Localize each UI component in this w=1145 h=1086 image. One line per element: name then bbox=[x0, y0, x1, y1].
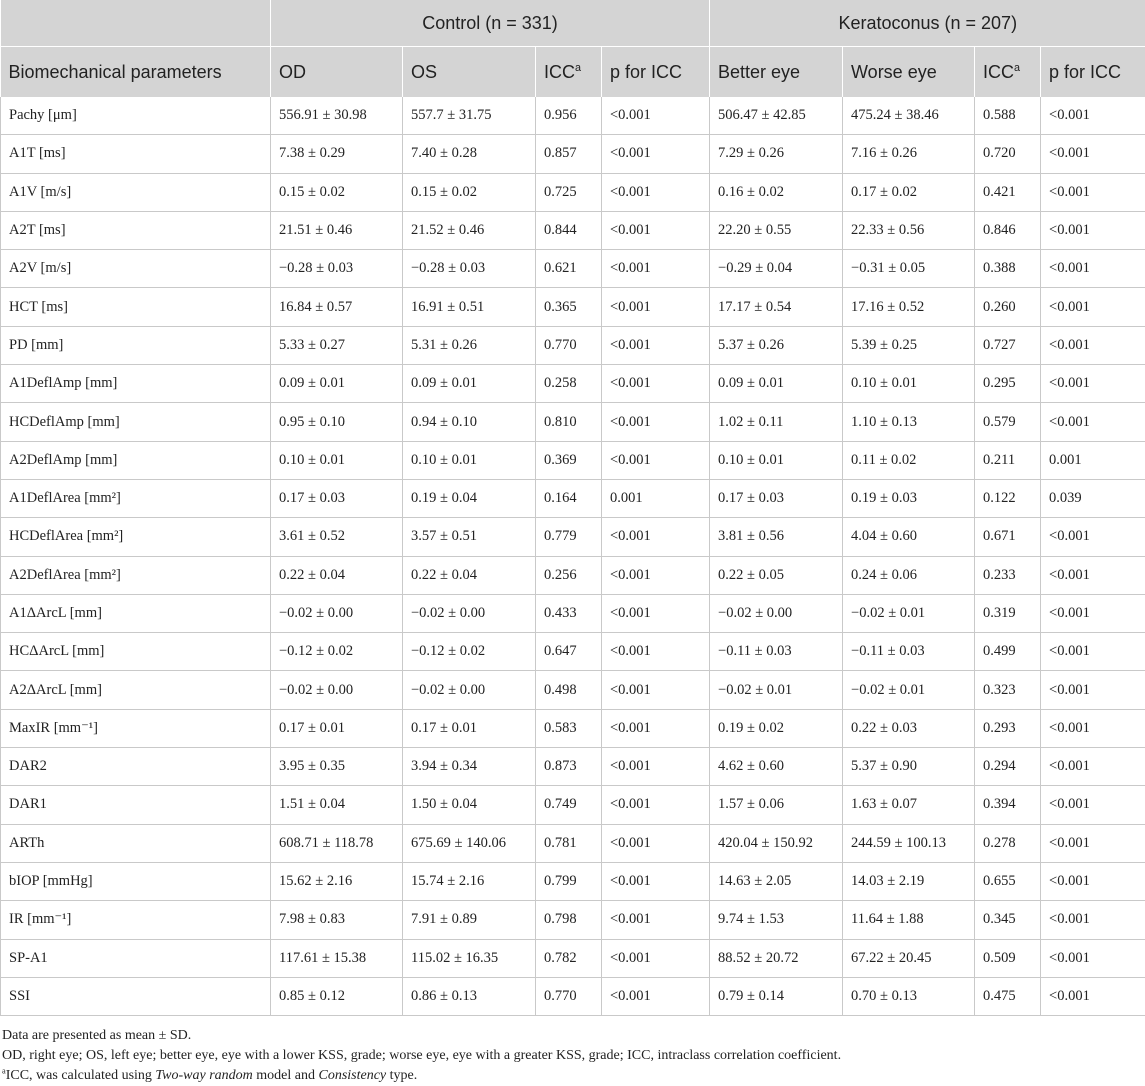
control-od-cell: 21.51 ± 0.46 bbox=[271, 211, 403, 249]
keratoconus-worse-eye-cell: 4.04 ± 0.60 bbox=[843, 518, 975, 556]
parameter-cell: IR [mm⁻¹] bbox=[1, 901, 271, 939]
table-row bbox=[1, 135, 1145, 173]
control-od-cell: 0.85 ± 0.12 bbox=[271, 977, 403, 1015]
control-icc-cell: 0.433 bbox=[536, 594, 602, 632]
control-os-cell: 1.50 ± 0.04 bbox=[403, 786, 536, 824]
group-header-row bbox=[1, 0, 1145, 47]
keratoconus-icc-cell: 0.509 bbox=[975, 939, 1041, 977]
column-header-od: OD bbox=[271, 47, 403, 98]
control-os-cell: −0.28 ± 0.03 bbox=[403, 250, 536, 288]
control-p-cell: <0.001 bbox=[602, 977, 710, 1015]
keratoconus-better-eye-cell: −0.02 ± 0.00 bbox=[710, 594, 843, 632]
keratoconus-p-cell: <0.001 bbox=[1041, 824, 1145, 862]
footnote-icc-text-c: type. bbox=[386, 1068, 418, 1084]
control-os-cell: 7.91 ± 0.89 bbox=[403, 901, 536, 939]
group-header-control: Control (n = 331) bbox=[271, 0, 710, 47]
keratoconus-better-eye-cell: 0.17 ± 0.03 bbox=[710, 479, 843, 517]
keratoconus-worse-eye-cell: 0.11 ± 0.02 bbox=[843, 441, 975, 479]
icc-superscript: a bbox=[575, 61, 582, 74]
keratoconus-p-cell: 0.039 bbox=[1041, 479, 1145, 517]
table-footnotes bbox=[0, 1016, 1145, 1086]
keratoconus-better-eye-cell: 14.63 ± 2.05 bbox=[710, 862, 843, 900]
control-icc-cell: 0.810 bbox=[536, 403, 602, 441]
keratoconus-worse-eye-cell: 0.17 ± 0.02 bbox=[843, 173, 975, 211]
keratoconus-p-cell: 0.001 bbox=[1041, 441, 1145, 479]
column-header-keratoconus-p: p for ICC bbox=[1041, 47, 1145, 98]
keratoconus-icc-cell: 0.671 bbox=[975, 518, 1041, 556]
keratoconus-p-cell: <0.001 bbox=[1041, 709, 1145, 747]
control-os-cell: 0.94 ± 0.10 bbox=[403, 403, 536, 441]
icc-label: ICC bbox=[983, 61, 1015, 82]
parameter-cell: A1DeflAmp [mm] bbox=[1, 365, 271, 403]
control-od-cell: 7.38 ± 0.29 bbox=[271, 135, 403, 173]
keratoconus-p-cell: <0.001 bbox=[1041, 211, 1145, 249]
keratoconus-icc-cell: 0.294 bbox=[975, 748, 1041, 786]
footnote-data-format: Data are presented as mean ± SD. bbox=[2, 1028, 192, 1044]
control-p-cell: <0.001 bbox=[602, 288, 710, 326]
keratoconus-worse-eye-cell: 7.16 ± 0.26 bbox=[843, 135, 975, 173]
table-row bbox=[1, 786, 1145, 824]
parameter-cell: SP-A1 bbox=[1, 939, 271, 977]
keratoconus-icc-cell: 0.499 bbox=[975, 633, 1041, 671]
keratoconus-better-eye-cell: 0.10 ± 0.01 bbox=[710, 441, 843, 479]
table-row bbox=[1, 288, 1145, 326]
keratoconus-icc-cell: 0.846 bbox=[975, 211, 1041, 249]
table-row bbox=[1, 939, 1145, 977]
control-os-cell: 557.7 ± 31.75 bbox=[403, 97, 536, 135]
control-os-cell: 5.31 ± 0.26 bbox=[403, 326, 536, 364]
keratoconus-better-eye-cell: 9.74 ± 1.53 bbox=[710, 901, 843, 939]
control-os-cell: 115.02 ± 16.35 bbox=[403, 939, 536, 977]
table-row bbox=[1, 403, 1145, 441]
control-os-cell: 3.94 ± 0.34 bbox=[403, 748, 536, 786]
control-icc-cell: 0.799 bbox=[536, 862, 602, 900]
control-p-cell: <0.001 bbox=[602, 556, 710, 594]
control-p-cell: <0.001 bbox=[602, 748, 710, 786]
control-p-cell: <0.001 bbox=[602, 709, 710, 747]
keratoconus-icc-cell: 0.345 bbox=[975, 901, 1041, 939]
control-od-cell: 0.95 ± 0.10 bbox=[271, 403, 403, 441]
control-os-cell: 16.91 ± 0.51 bbox=[403, 288, 536, 326]
control-p-cell: <0.001 bbox=[602, 403, 710, 441]
keratoconus-better-eye-cell: 0.79 ± 0.14 bbox=[710, 977, 843, 1015]
parameter-cell: SSI bbox=[1, 977, 271, 1015]
parameter-cell: A2ΔArcL [mm] bbox=[1, 671, 271, 709]
keratoconus-p-cell: <0.001 bbox=[1041, 135, 1145, 173]
keratoconus-icc-cell: 0.421 bbox=[975, 173, 1041, 211]
parameter-cell: HCT [ms] bbox=[1, 288, 271, 326]
parameter-cell: PD [mm] bbox=[1, 326, 271, 364]
keratoconus-worse-eye-cell: 17.16 ± 0.52 bbox=[843, 288, 975, 326]
control-p-cell: <0.001 bbox=[602, 441, 710, 479]
icc-superscript: a bbox=[1014, 61, 1021, 74]
table-row bbox=[1, 901, 1145, 939]
keratoconus-p-cell: <0.001 bbox=[1041, 786, 1145, 824]
control-icc-cell: 0.258 bbox=[536, 365, 602, 403]
table-row bbox=[1, 709, 1145, 747]
control-p-cell: 0.001 bbox=[602, 479, 710, 517]
keratoconus-p-cell: <0.001 bbox=[1041, 250, 1145, 288]
control-od-cell: 0.17 ± 0.01 bbox=[271, 709, 403, 747]
control-p-cell: <0.001 bbox=[602, 824, 710, 862]
keratoconus-better-eye-cell: −0.29 ± 0.04 bbox=[710, 250, 843, 288]
keratoconus-p-cell: <0.001 bbox=[1041, 748, 1145, 786]
table-row bbox=[1, 365, 1145, 403]
keratoconus-icc-cell: 0.394 bbox=[975, 786, 1041, 824]
keratoconus-p-cell: <0.001 bbox=[1041, 326, 1145, 364]
parameter-cell: DAR2 bbox=[1, 748, 271, 786]
keratoconus-icc-cell: 0.295 bbox=[975, 365, 1041, 403]
control-od-cell: 0.17 ± 0.03 bbox=[271, 479, 403, 517]
control-os-cell: 0.17 ± 0.01 bbox=[403, 709, 536, 747]
keratoconus-worse-eye-cell: 1.10 ± 0.13 bbox=[843, 403, 975, 441]
keratoconus-worse-eye-cell: 244.59 ± 100.13 bbox=[843, 824, 975, 862]
keratoconus-icc-cell: 0.233 bbox=[975, 556, 1041, 594]
control-od-cell: 0.10 ± 0.01 bbox=[271, 441, 403, 479]
control-p-cell: <0.001 bbox=[602, 786, 710, 824]
keratoconus-worse-eye-cell: 0.19 ± 0.03 bbox=[843, 479, 975, 517]
control-os-cell: 15.74 ± 2.16 bbox=[403, 862, 536, 900]
control-od-cell: 3.95 ± 0.35 bbox=[271, 748, 403, 786]
control-p-cell: <0.001 bbox=[602, 135, 710, 173]
control-icc-cell: 0.798 bbox=[536, 901, 602, 939]
keratoconus-icc-cell: 0.319 bbox=[975, 594, 1041, 632]
footnote-icc-model: Two-way random bbox=[155, 1068, 253, 1084]
control-od-cell: −0.02 ± 0.00 bbox=[271, 594, 403, 632]
keratoconus-worse-eye-cell: −0.31 ± 0.05 bbox=[843, 250, 975, 288]
control-od-cell: −0.28 ± 0.03 bbox=[271, 250, 403, 288]
parameter-cell: ARTh bbox=[1, 824, 271, 862]
keratoconus-icc-cell: 0.388 bbox=[975, 250, 1041, 288]
control-od-cell: −0.12 ± 0.02 bbox=[271, 633, 403, 671]
column-header-parameters: Biomechanical parameters bbox=[1, 47, 271, 98]
keratoconus-icc-cell: 0.211 bbox=[975, 441, 1041, 479]
keratoconus-icc-cell: 0.260 bbox=[975, 288, 1041, 326]
keratoconus-p-cell: <0.001 bbox=[1041, 939, 1145, 977]
footnote-abbreviations: OD, right eye; OS, left eye; better eye, eye with a lower KSS, grade; worse eye, eye with a greater KSS, grade; ICC, intraclass correlation coefficient. bbox=[2, 1048, 842, 1064]
keratoconus-p-cell: <0.001 bbox=[1041, 671, 1145, 709]
control-icc-cell: 0.369 bbox=[536, 441, 602, 479]
parameter-cell: bIOP [mmHg] bbox=[1, 862, 271, 900]
control-os-cell: 0.15 ± 0.02 bbox=[403, 173, 536, 211]
table-row bbox=[1, 326, 1145, 364]
table-row bbox=[1, 824, 1145, 862]
keratoconus-better-eye-cell: 0.09 ± 0.01 bbox=[710, 365, 843, 403]
control-p-cell: <0.001 bbox=[602, 594, 710, 632]
parameter-cell: A1V [m/s] bbox=[1, 173, 271, 211]
table-body bbox=[1, 97, 1145, 1016]
keratoconus-better-eye-cell: 1.02 ± 0.11 bbox=[710, 403, 843, 441]
keratoconus-p-cell: <0.001 bbox=[1041, 518, 1145, 556]
keratoconus-icc-cell: 0.122 bbox=[975, 479, 1041, 517]
keratoconus-p-cell: <0.001 bbox=[1041, 862, 1145, 900]
table-row bbox=[1, 556, 1145, 594]
footnote-icc-superscript: a bbox=[2, 1066, 6, 1076]
control-p-cell: <0.001 bbox=[602, 633, 710, 671]
control-os-cell: 0.22 ± 0.04 bbox=[403, 556, 536, 594]
keratoconus-worse-eye-cell: 1.63 ± 0.07 bbox=[843, 786, 975, 824]
control-p-cell: <0.001 bbox=[602, 173, 710, 211]
table-row bbox=[1, 250, 1145, 288]
keratoconus-worse-eye-cell: 0.22 ± 0.03 bbox=[843, 709, 975, 747]
table-row bbox=[1, 441, 1145, 479]
parameter-cell: DAR1 bbox=[1, 786, 271, 824]
keratoconus-p-cell: <0.001 bbox=[1041, 288, 1145, 326]
keratoconus-worse-eye-cell: 22.33 ± 0.56 bbox=[843, 211, 975, 249]
keratoconus-worse-eye-cell: −0.02 ± 0.01 bbox=[843, 671, 975, 709]
parameter-cell: A1ΔArcL [mm] bbox=[1, 594, 271, 632]
control-icc-cell: 0.844 bbox=[536, 211, 602, 249]
keratoconus-worse-eye-cell: 11.64 ± 1.88 bbox=[843, 901, 975, 939]
control-od-cell: −0.02 ± 0.00 bbox=[271, 671, 403, 709]
control-od-cell: 1.51 ± 0.04 bbox=[271, 786, 403, 824]
keratoconus-better-eye-cell: 7.29 ± 0.26 bbox=[710, 135, 843, 173]
control-icc-cell: 0.956 bbox=[536, 97, 602, 135]
icc-label: ICC bbox=[544, 61, 575, 82]
column-header-row bbox=[1, 47, 1145, 98]
keratoconus-icc-cell: 0.323 bbox=[975, 671, 1041, 709]
parameter-cell: A2DeflArea [mm²] bbox=[1, 556, 271, 594]
control-os-cell: 0.09 ± 0.01 bbox=[403, 365, 536, 403]
control-icc-cell: 0.873 bbox=[536, 748, 602, 786]
keratoconus-worse-eye-cell: −0.02 ± 0.01 bbox=[843, 594, 975, 632]
footnote-icc-text-b: model and bbox=[252, 1068, 319, 1084]
keratoconus-better-eye-cell: −0.02 ± 0.01 bbox=[710, 671, 843, 709]
keratoconus-better-eye-cell: 3.81 ± 0.56 bbox=[710, 518, 843, 556]
control-p-cell: <0.001 bbox=[602, 211, 710, 249]
control-icc-cell: 0.256 bbox=[536, 556, 602, 594]
keratoconus-worse-eye-cell: 475.24 ± 38.46 bbox=[843, 97, 975, 135]
parameter-cell: Pachy [μm] bbox=[1, 97, 271, 135]
control-od-cell: 15.62 ± 2.16 bbox=[271, 862, 403, 900]
control-icc-cell: 0.782 bbox=[536, 939, 602, 977]
parameter-cell: A2DeflAmp [mm] bbox=[1, 441, 271, 479]
group-header-keratoconus: Keratoconus (n = 207) bbox=[710, 0, 1145, 47]
control-os-cell: −0.12 ± 0.02 bbox=[403, 633, 536, 671]
column-header-control-icc bbox=[536, 47, 602, 98]
control-p-cell: <0.001 bbox=[602, 862, 710, 900]
column-header-keratoconus-icc bbox=[975, 47, 1041, 98]
control-p-cell: <0.001 bbox=[602, 326, 710, 364]
control-icc-cell: 0.770 bbox=[536, 977, 602, 1015]
control-p-cell: <0.001 bbox=[602, 939, 710, 977]
table-row bbox=[1, 594, 1145, 632]
keratoconus-icc-cell: 0.278 bbox=[975, 824, 1041, 862]
control-icc-cell: 0.781 bbox=[536, 824, 602, 862]
table-row bbox=[1, 211, 1145, 249]
control-os-cell: 0.86 ± 0.13 bbox=[403, 977, 536, 1015]
control-icc-cell: 0.621 bbox=[536, 250, 602, 288]
control-p-cell: <0.001 bbox=[602, 901, 710, 939]
control-os-cell: 7.40 ± 0.28 bbox=[403, 135, 536, 173]
keratoconus-worse-eye-cell: −0.11 ± 0.03 bbox=[843, 633, 975, 671]
control-os-cell: 675.69 ± 140.06 bbox=[403, 824, 536, 862]
control-od-cell: 0.15 ± 0.02 bbox=[271, 173, 403, 211]
parameter-cell: HCDeflAmp [mm] bbox=[1, 403, 271, 441]
control-od-cell: 608.71 ± 118.78 bbox=[271, 824, 403, 862]
control-icc-cell: 0.365 bbox=[536, 288, 602, 326]
keratoconus-worse-eye-cell: 67.22 ± 20.45 bbox=[843, 939, 975, 977]
control-od-cell: 556.91 ± 30.98 bbox=[271, 97, 403, 135]
table-row bbox=[1, 977, 1145, 1015]
table-row bbox=[1, 748, 1145, 786]
control-od-cell: 7.98 ± 0.83 bbox=[271, 901, 403, 939]
parameter-cell: MaxIR [mm⁻¹] bbox=[1, 709, 271, 747]
control-icc-cell: 0.164 bbox=[536, 479, 602, 517]
control-icc-cell: 0.770 bbox=[536, 326, 602, 364]
parameter-cell: A1DeflArea [mm²] bbox=[1, 479, 271, 517]
keratoconus-p-cell: <0.001 bbox=[1041, 173, 1145, 211]
keratoconus-better-eye-cell: 0.22 ± 0.05 bbox=[710, 556, 843, 594]
control-icc-cell: 0.779 bbox=[536, 518, 602, 556]
keratoconus-better-eye-cell: 22.20 ± 0.55 bbox=[710, 211, 843, 249]
control-od-cell: 16.84 ± 0.57 bbox=[271, 288, 403, 326]
keratoconus-icc-cell: 0.475 bbox=[975, 977, 1041, 1015]
control-os-cell: 3.57 ± 0.51 bbox=[403, 518, 536, 556]
control-p-cell: <0.001 bbox=[602, 671, 710, 709]
control-od-cell: 3.61 ± 0.52 bbox=[271, 518, 403, 556]
parameter-cell: A2V [m/s] bbox=[1, 250, 271, 288]
keratoconus-p-cell: <0.001 bbox=[1041, 403, 1145, 441]
keratoconus-worse-eye-cell: 14.03 ± 2.19 bbox=[843, 862, 975, 900]
keratoconus-worse-eye-cell: 5.37 ± 0.90 bbox=[843, 748, 975, 786]
keratoconus-better-eye-cell: 88.52 ± 20.72 bbox=[710, 939, 843, 977]
keratoconus-better-eye-cell: 17.17 ± 0.54 bbox=[710, 288, 843, 326]
keratoconus-p-cell: <0.001 bbox=[1041, 977, 1145, 1015]
table-row bbox=[1, 862, 1145, 900]
table-row bbox=[1, 518, 1145, 556]
column-header-control-p: p for ICC bbox=[602, 47, 710, 98]
control-od-cell: 117.61 ± 15.38 bbox=[271, 939, 403, 977]
keratoconus-worse-eye-cell: 5.39 ± 0.25 bbox=[843, 326, 975, 364]
control-icc-cell: 0.498 bbox=[536, 671, 602, 709]
control-od-cell: 5.33 ± 0.27 bbox=[271, 326, 403, 364]
control-icc-cell: 0.583 bbox=[536, 709, 602, 747]
table-row bbox=[1, 173, 1145, 211]
control-icc-cell: 0.749 bbox=[536, 786, 602, 824]
keratoconus-better-eye-cell: 506.47 ± 42.85 bbox=[710, 97, 843, 135]
parameter-cell: A2T [ms] bbox=[1, 211, 271, 249]
column-header-os: OS bbox=[403, 47, 536, 98]
control-p-cell: <0.001 bbox=[602, 365, 710, 403]
table-row bbox=[1, 633, 1145, 671]
footnote-icc-text-a: ICC, was calculated using bbox=[5, 1068, 156, 1084]
control-os-cell: 21.52 ± 0.46 bbox=[403, 211, 536, 249]
keratoconus-p-cell: <0.001 bbox=[1041, 633, 1145, 671]
table-row bbox=[1, 97, 1145, 135]
control-p-cell: <0.001 bbox=[602, 518, 710, 556]
keratoconus-p-cell: <0.001 bbox=[1041, 594, 1145, 632]
parameter-cell: HCDeflArea [mm²] bbox=[1, 518, 271, 556]
control-p-cell: <0.001 bbox=[602, 250, 710, 288]
control-p-cell: <0.001 bbox=[602, 97, 710, 135]
keratoconus-better-eye-cell: 0.16 ± 0.02 bbox=[710, 173, 843, 211]
control-os-cell: −0.02 ± 0.00 bbox=[403, 671, 536, 709]
footnote-icc-type: Consistency bbox=[318, 1068, 387, 1084]
keratoconus-better-eye-cell: 4.62 ± 0.60 bbox=[710, 748, 843, 786]
control-icc-cell: 0.857 bbox=[536, 135, 602, 173]
keratoconus-icc-cell: 0.727 bbox=[975, 326, 1041, 364]
keratoconus-better-eye-cell: 0.19 ± 0.02 bbox=[710, 709, 843, 747]
keratoconus-worse-eye-cell: 0.24 ± 0.06 bbox=[843, 556, 975, 594]
control-os-cell: 0.19 ± 0.04 bbox=[403, 479, 536, 517]
footnote-icc-method bbox=[2, 1066, 1145, 1086]
keratoconus-better-eye-cell: −0.11 ± 0.03 bbox=[710, 633, 843, 671]
keratoconus-icc-cell: 0.293 bbox=[975, 709, 1041, 747]
control-od-cell: 0.09 ± 0.01 bbox=[271, 365, 403, 403]
control-os-cell: −0.02 ± 0.00 bbox=[403, 594, 536, 632]
parameter-cell: A1T [ms] bbox=[1, 135, 271, 173]
keratoconus-worse-eye-cell: 0.70 ± 0.13 bbox=[843, 977, 975, 1015]
keratoconus-p-cell: <0.001 bbox=[1041, 556, 1145, 594]
column-header-better-eye: Better eye bbox=[710, 47, 843, 98]
keratoconus-icc-cell: 0.588 bbox=[975, 97, 1041, 135]
column-header-worse-eye: Worse eye bbox=[843, 47, 975, 98]
keratoconus-p-cell: <0.001 bbox=[1041, 97, 1145, 135]
control-icc-cell: 0.725 bbox=[536, 173, 602, 211]
keratoconus-better-eye-cell: 5.37 ± 0.26 bbox=[710, 326, 843, 364]
control-icc-cell: 0.647 bbox=[536, 633, 602, 671]
keratoconus-better-eye-cell: 1.57 ± 0.06 bbox=[710, 786, 843, 824]
control-os-cell: 0.10 ± 0.01 bbox=[403, 441, 536, 479]
keratoconus-worse-eye-cell: 0.10 ± 0.01 bbox=[843, 365, 975, 403]
keratoconus-icc-cell: 0.720 bbox=[975, 135, 1041, 173]
keratoconus-p-cell: <0.001 bbox=[1041, 365, 1145, 403]
group-header-empty bbox=[1, 0, 271, 47]
keratoconus-icc-cell: 0.655 bbox=[975, 862, 1041, 900]
table-row bbox=[1, 479, 1145, 517]
table-row bbox=[1, 671, 1145, 709]
keratoconus-p-cell: <0.001 bbox=[1041, 901, 1145, 939]
parameter-cell: HCΔArcL [mm] bbox=[1, 633, 271, 671]
control-od-cell: 0.22 ± 0.04 bbox=[271, 556, 403, 594]
keratoconus-icc-cell: 0.579 bbox=[975, 403, 1041, 441]
keratoconus-better-eye-cell: 420.04 ± 150.92 bbox=[710, 824, 843, 862]
